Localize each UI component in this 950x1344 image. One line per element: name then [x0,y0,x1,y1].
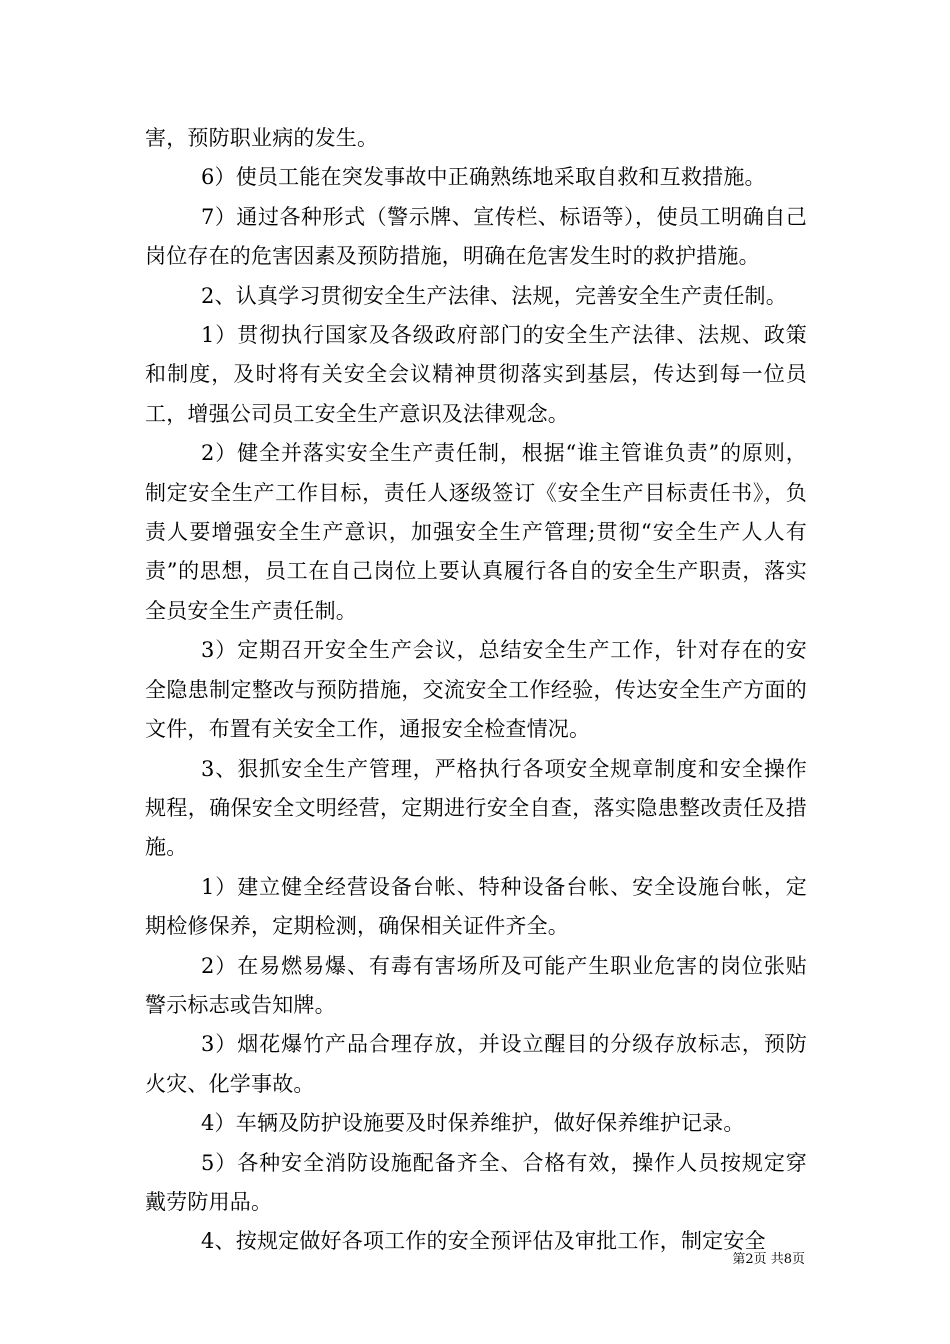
paragraph-3: 2、认真学习贯彻安全生产法律、法规，完善安全生产责任制。 [201,283,787,308]
document-body [145,119,807,1262]
paragraph-10: 3）烟花爆竹产品合理存放，并设立醒目的分级存放标志，预防火灾、化学事故。 [145,1032,807,1096]
paragraph-2: 7）通过各种形式（警示牌、宣传栏、标语等），使员工明确自己岗位存在的危害因素及预防措施，明确在危害发生时的救护措施。 [145,204,807,269]
paragraph-12: 5）各种安全消防设施配备齐全、合格有效，操作人员按规定穿戴劳防用品。 [145,1150,807,1214]
paragraph-11: 4）车辆及防护设施要及时保养维护，做好保养维护记录。 [201,1111,745,1136]
paragraph-13: 4、按规定做好各项工作的安全预评估及审批工作，制定安全 [201,1229,766,1254]
paragraph-7: 3、狠抓安全生产管理，严格执行各项安全规章制度和安全操作规程，确保安全文明经营，定期进行安全自查，落实隐患整改责任及措施。 [145,756,807,860]
paragraph-6: 3）定期召开安全生产会议，总结安全生产工作，针对存在的安全隐患制定整改与预防措施，交流安全工作经验，传达安全生产方面的文件，布置有关安全工作，通报安全检查情况。 [145,638,807,742]
paragraph-1: 6）使员工能在突发事故中正确熟练地采取自救和互救措施。 [201,165,766,190]
paragraph-9: 2）在易燃易爆、有毒有害场所及可能产生职业危害的岗位张贴警示标志或告知牌。 [145,953,807,1017]
page-number-footer: 第2页 共8页 [732,1252,805,1267]
paragraph-5: 2）健全并落实安全生产责任制，根据“谁主管谁负责”的原则，制定安全生产工作目标，责任人逐级签订《安全生产目标责任书》，负责人要增强安全生产意识，加强安全生产管理;贯彻“安全生产人人有责”的思想，员工在自己岗位上要认真履行各自的安全生产职责，落实全员安全生产责任制。 [145,441,807,623]
paragraph-8: 1）建立健全经营设备台帐、特种设备台帐、安全设施台帐，定期检修保养，定期检测，确保相关证件齐全。 [145,874,807,939]
paragraph-0: 害，预防职业病的发生。 [145,126,379,150]
paragraph-4: 1）贯彻执行国家及各级政府部门的安全生产法律、法规、政策和制度，及时将有关安全会议精神贯彻落实到基层，传达到每一位员工，增强公司员工安全生产意识及法律观念。 [145,323,807,426]
